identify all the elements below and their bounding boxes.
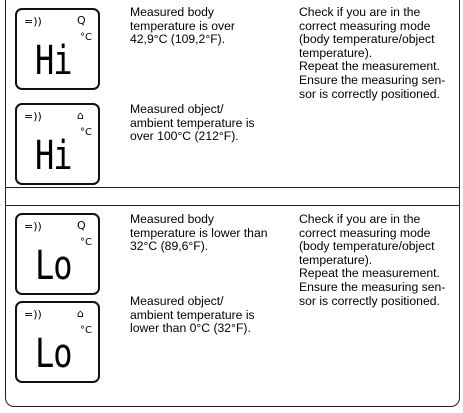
lcd-display-lo-body xyxy=(15,213,100,295)
celsius-unit: °C xyxy=(80,32,92,43)
solution-text: Check if you are in the correct measuring mode (body temperature/object temperature). Repeat the measurement. Ensure the measuring sen- sor is correctly positioned. xyxy=(299,5,446,101)
row-separator xyxy=(6,205,459,206)
lcd-reading: Lo xyxy=(35,241,72,289)
celsius-unit: °C xyxy=(80,237,92,248)
lcd-display-hi-object xyxy=(15,103,100,185)
cause-text: Measured body temperature is lower than 32°C (89,6°F). xyxy=(130,212,268,254)
celsius-unit: °C xyxy=(80,127,92,138)
body-mode-icon: Q xyxy=(77,14,86,27)
celsius-unit: °C xyxy=(80,325,92,336)
lcd-reading: Hi xyxy=(35,36,72,84)
beep-icon: =)) xyxy=(24,15,42,28)
row-separator xyxy=(6,187,459,188)
beep-icon: =)) xyxy=(24,220,42,233)
lcd-reading: Hi xyxy=(35,131,72,179)
cause-text: Measured body temperature is over 42,9°C (109,2°F). xyxy=(130,5,235,47)
cause-text: Measured object/ ambient temperature is lower than 0°C (32°F). xyxy=(130,294,255,336)
beep-icon: =)) xyxy=(24,308,42,321)
beep-icon: =)) xyxy=(24,110,42,123)
lcd-display-lo-object xyxy=(15,301,100,383)
lcd-reading: Lo xyxy=(35,329,72,377)
lcd-display-hi-body xyxy=(15,8,100,90)
house-icon: ⌂ xyxy=(77,307,84,320)
cause-text: Measured object/ ambient temperature is over 100°C (212°F). xyxy=(130,102,255,144)
house-icon: ⌂ xyxy=(77,109,84,122)
body-mode-icon: Q xyxy=(77,219,86,232)
solution-text: Check if you are in the correct measuring mode (body temperature/object temperature). Repeat the measurement. Ensure the measuring sen- sor is correctly positioned. xyxy=(299,212,446,308)
